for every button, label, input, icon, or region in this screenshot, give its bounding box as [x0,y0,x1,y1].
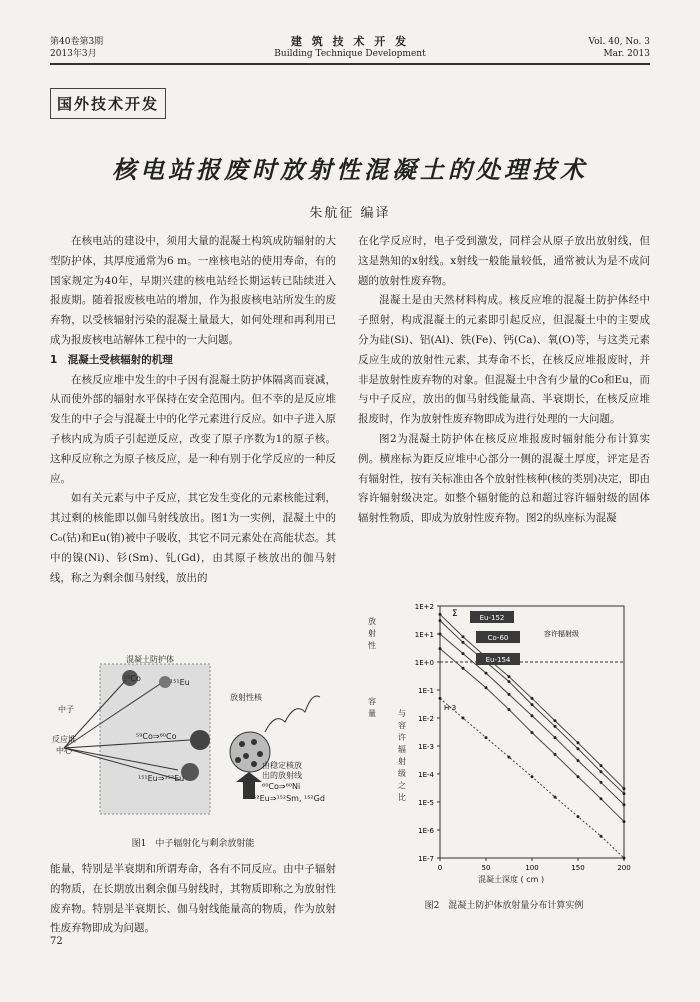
data-point [600,835,603,838]
core-label-2: 中心 [56,746,72,755]
data-point [462,652,465,655]
h3-label: H-3 [444,704,457,712]
figure-1 [50,652,336,826]
article-title: 核电站报废时放射性混凝土的处理技术 [112,155,588,184]
page-number: 72 [50,936,63,947]
figure-2 [358,596,650,894]
x-tick-label: 150 [571,864,585,872]
data-point [439,647,442,650]
data-point [623,857,626,860]
core-label-1: 反应堆 [52,735,76,744]
data-point [439,619,442,622]
right-axis-label: 与容许辐射级之比 [398,709,406,802]
data-point [577,815,580,818]
eu151-label: ¹⁵¹Eu [170,678,190,687]
left-column [50,232,336,588]
paragraph: 在核反应堆中发生的中子因有混凝土防护体隔离而衰减，从而使外部的辐射水平保持在安全范围内。但不幸的是反应堆发生的中子会与混凝土中的化学元素进行反应。如中子进入原子核内成为质子引起逆反应，改变了原子序数为1的原子核。这种反应称之为原子核反应，是一种有别于化学反应的一种反应。 [50,373,336,485]
y-tick-label: 1E-6 [418,827,434,835]
data-point [531,775,534,778]
data-point [554,796,557,799]
x-tick-label: 200 [617,864,631,872]
data-point [508,708,511,711]
stable-label-2: 出的放射线 [262,771,302,780]
y-tick-label: 1E+2 [414,603,434,611]
stable-label-1: 由稳定核放 [262,761,302,770]
radio-core-label: 放射性核 [230,693,262,702]
series-line-Eu-152 [440,621,624,794]
paragraph: 图2为混凝土防护体在核反应堆报废时辐射能分布计算实例。横座标为距反应堆中心部分一侧的混凝土厚度，评定是否有辐射性，按有关标准由各个放射性核种(核的类别)决定，即由容许辐射级决定。如整个辐射能的总和超过容许辐射级的固体辐射性物质，即成为放射性废弃物。图2的纵座标为混凝 [358,432,650,525]
y-tick-label: 1E+1 [414,631,434,639]
left-column-cont [50,860,336,939]
permissible-label: 容许辐射级 [544,630,579,638]
eu-reaction-label: ¹⁵¹Eu⇒¹⁵²Eu [138,774,185,783]
y-tick-label: 1E-1 [418,687,434,695]
left-axis-top: 放射性 [368,617,376,650]
data-point [462,635,465,638]
figure-2-caption: 图2 混凝土防护体放射量分布计算实例 [424,901,584,911]
data-point [462,667,465,670]
series-tag-label: Eu-154 [485,656,511,664]
section-tag: 国外技术开发 [50,88,166,119]
series-line-Co-60 [440,634,624,805]
series-tag-label: Co-60 [487,634,509,642]
radiation-chart [358,596,650,894]
data-point [439,697,442,700]
right-column [358,232,650,529]
data-point [531,697,534,700]
decay-label-1: ⁶⁰Co⇒⁶⁰Ni [262,782,301,791]
data-point [600,770,603,773]
co-reaction-label: ⁵⁹Co⇒⁶⁰Co [136,732,177,741]
x-tick-label: 100 [525,864,539,872]
data-point [600,764,603,767]
data-point [531,714,534,717]
journal-volume: Vol. 40, No. 3 Mar. 2013 [588,37,650,59]
data-point [600,797,603,800]
left-axis-bottom: 容量 [368,697,376,718]
paragraph: 混凝土是由天然材料构成。核反应堆的混凝土防护体经中子照射，构成混凝土的元素即引起反应，但混凝土中的主要成分为硅(Si)、铝(Al)、铁(Fe)、钙(Ca)、氧(O)等，与这类元素反应生成的放射性元素，其寿命不长，在核反应堆报废时，并非是放射性废弃物的对象。但混凝土中含有少量的Co和Eu，而与中子反应，放出的伽马射线能量高、半衰期长，在核反应堆报废时，作为放射性废弃物即成为进行处理的一大问题。 [358,294,650,426]
data-point [577,775,580,778]
journal-issue: 第40卷第3期 2013年3月 [50,37,104,59]
data-point [623,820,626,823]
data-point [485,672,488,675]
section-heading: 1 混凝土受核辐射的机理 [50,353,173,366]
figure-1-caption: 图1 中子辐射化与剩余放射能 [131,839,255,849]
data-point [554,719,557,722]
data-point [508,680,511,683]
shield-label: 混凝土防护体 [126,655,174,664]
data-point [577,759,580,762]
data-point [439,613,442,616]
series-tag-label: Eu-152 [479,614,505,622]
co59-label: ⁵⁹Co [124,674,141,683]
data-point [508,675,511,678]
data-point [554,736,557,739]
data-point [508,693,511,696]
x-axis-label: 混凝土深度 ( cm ) [478,875,545,884]
data-point [623,803,626,806]
data-point [554,725,557,728]
paragraph: 在核电站的建设中，须用大量的混凝土构筑成防辐射的大型防护体，其厚度通常为6 m。一座核电站的使用寿命，有的国家规定为40年，早期兴建的核电站经长期运转已陆续进入报废期。随着报废核电站的增加，作为报废核电站所发生的废弃物，以受核辐射污染的混凝土量最大，如何处理和再利用已成为报废核电站解体工程中的一大问题。 [50,235,336,346]
data-point [600,781,603,784]
y-tick-label: 1E-7 [418,855,434,863]
data-point [439,633,442,636]
data-point [531,703,534,706]
data-point [485,686,488,689]
data-point [485,736,488,739]
data-point [531,731,534,734]
y-tick-label: 1E-3 [418,743,434,751]
data-point [623,787,626,790]
data-point [577,747,580,750]
data-point [508,756,511,759]
series-line-Σ [440,614,624,788]
y-tick-label: 1E+0 [414,659,434,667]
y-tick-label: 1E-4 [418,771,434,779]
paragraph: 能量，特别是半衰期和所谓寿命，各有不同反应。由中子辐射的物质，在长期放出剩余伽马射线时，其物质即称之为放射性废弃物。特别是半衰期长、伽马射线能量高的物质，作为放射性废弃物即成为问题。 [50,863,336,935]
paragraph: 如有关元素与中子反应，其它发生变化的元素核能过剩，其过剩的核能即以伽马射线放出。图1为一实例，混凝土中的C₀(钴)和Eu(铕)被中子吸收，其它不同元素处在高能状态。其中的镍(Ni)、钐(Sm)、钆(Gd)，由其原子核放出的伽马射线，称之为剩余伽马射线，放出的 [50,492,336,584]
paragraph: 在化学反应时，电子受到激发，同样会从原子放出放射线，但这是熟知的x射线。x射线一般能量较低，通常被认为是不成问题的放射性废弃物。 [358,235,650,287]
journal-name: 建 筑 技 术 开 发 Building Technique Development [274,35,426,59]
header-rule [50,63,650,65]
decay-label-2: ¹⁵²Eu⇒¹⁵²Sm, ¹⁵²Gd [250,794,325,803]
series-line-Eu-154 [440,649,624,822]
y-tick-label: 1E-2 [418,715,434,723]
data-point [623,792,626,795]
data-point [554,753,557,756]
x-tick-label: 0 [437,864,443,872]
y-tick-label: 1E-5 [418,799,434,807]
data-point [462,641,465,644]
neutron-label: 中子 [58,705,74,714]
x-tick-label: 50 [481,864,491,872]
author: 朱航征 编译 [309,206,391,221]
data-point [577,741,580,744]
data-point [462,717,465,720]
sigma-label: Σ [452,609,458,619]
